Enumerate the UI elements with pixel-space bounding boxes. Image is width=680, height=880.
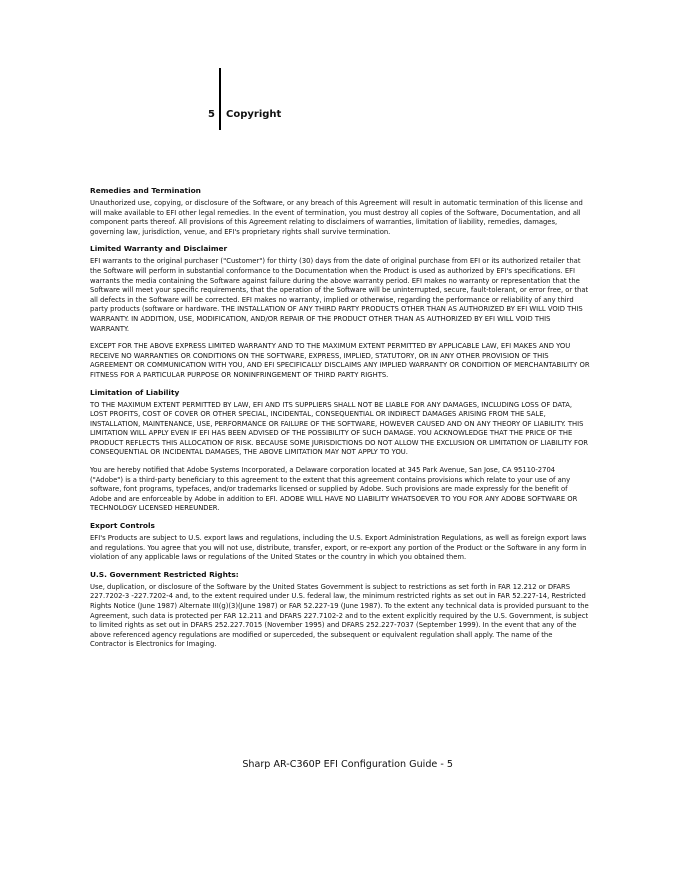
chapter-title: Copyright	[226, 109, 282, 120]
section-paragraph: Unauthorized use, copying, or disclosure of the Software, or any breach of this Agreement will result in automatic termination of this license and will make available to EFI other legal remedies. In the event of termination, you must destroy all copies of the Software, Documentation, and all component parts thereof. All provisions of this Agreement relating to disclaimers of warranties, limitation of liability, remedies, damages, governing law, jurisdiction, venue, and EFI's proprietary rights shall survive termination.	[90, 199, 583, 236]
section-export-controls	[90, 521, 590, 563]
section-paragraph: Use, duplication, or disclosure of the Software by the United States Government is subject to restrictions as set forth in FAR 12.212 or DFARS 227.7202-3 -227.7202-4 and, to the extent required under U.S. federal law, the minimum restricted rights as set out in FAR 52.227-14, Restricted Rights Notice (June 1987) Alternate III(g)(3)(June 1987) or FAR 52.227-19 (June 1987). To the extent any technical data is provided pursuant to the Agreement, such data is protected per FAR 12.211 and DFARS 227.7102-2 and to the extent explicitly required by the U.S. Government, is subject to limited rights as set out in DFARS 252.227.7015 (November 1995) and DFARS 252.227-7037 (September 1999). In the event that any of the above referenced agency regulations are modified or superceded, the subsequent or equivalent regulation shall apply. The name of the Contractor is Electronics for Imaging.	[90, 582, 589, 649]
section-heading: Limitation of Liability	[90, 387, 180, 397]
section-paragraph: EXCEPT FOR THE ABOVE EXPRESS LIMITED WARRANTY AND TO THE MAXIMUM EXTENT PERMITTED BY APPLICABLE LAW, EFI MAKES AND YOU RECEIVE NO WARRANTIES OR CONDITIONS ON THE SOFTWARE, EXPRESS, IMPLIED, STATUTORY, OR IN ANY OTHER PROVISION OF THIS AGREEMENT OR COMMUNICATION WITH YOU, AND EFI SPECIFICALLY DISCLAIMS ANY IMPLIED WARRANTY OR CONDITION OF MERCHANTABILITY OR FITNESS FOR A PARTICULAR PURPOSE OR NONINFRINGEMENT OF THIRD PARTY RIGHTS.	[90, 342, 590, 379]
chapter-number: 5	[208, 109, 215, 120]
section-heading: Limited Warranty and Disclaimer	[90, 244, 228, 254]
header-divider	[219, 68, 221, 130]
section-limitation-liability	[90, 388, 590, 515]
section-us-government-rights	[90, 570, 590, 650]
page-footer: Sharp AR-C360P EFI Configuration Guide - 5	[242, 759, 453, 770]
section-remedies-termination	[90, 186, 590, 237]
section-heading: Export Controls	[90, 521, 155, 531]
document-body	[90, 186, 590, 657]
section-heading: U.S. Government Restricted Rights:	[90, 569, 239, 579]
section-paragraph: You are hereby notified that Adobe Systems Incorporated, a Delaware corporation located at 345 Park Avenue, San Jose, CA 95110-2704 ("Adobe") is a third-party beneficiary to this agreement to the extent that this agreement contains provisions which relate to your use of any software, font programs, typefaces, and/or trademarks licensed or supplied by Adobe. Such provisions are made expressly for the benefit of Adobe and are enforceable by Adobe in addition to EFI. ADOBE WILL HAVE NO LIABILITY WHATSOEVER TO YOU FOR ANY ADOBE SOFTWARE OR TECHNOLOGY LICENSED HEREUNDER.	[90, 466, 578, 513]
section-paragraph: TO THE MAXIMUM EXTENT PERMITTED BY LAW, EFI AND ITS SUPPLIERS SHALL NOT BE LIABLE FOR ANY DAMAGES, INCLUDING LOSS OF DATA, LOST PROFITS, COST OF COVER OR OTHER SPECIAL, INCIDENTAL, CONSEQUENTIAL OR INDIRECT DAMAGES ARISING FROM THE SALE, INSTALLATION, MAINTENANCE, USE, PERFORMANCE OR FAILURE OF THE SOFTWARE, HOWEVER CAUSED AND ON ANY THEORY OF LIABILITY. THIS LIMITATION WILL APPLY EVEN IF EFI HAS BEEN ADVISED OF THE POSSIBILITY OF SUCH DAMAGE. YOU ACKNOWLEDGE THAT THE PRICE OF THE PRODUCT REFLECTS THIS ALLOCATION OF RISK. BECAUSE SOME JURISDICTIONS DO NOT ALLOW THE EXCLUSION OR LIMITATION OF LIABILITY FOR CONSEQUENTIAL OR INCIDENTAL DAMAGES, THE ABOVE LIMITATION MAY NOT APPLY TO YOU.	[90, 400, 589, 457]
section-paragraph: EFI warrants to the original purchaser ("Customer") for thirty (30) days from the date of original purchase from EFI or its authorized retailer that the Software will perform in substantial conformance to the Documentation when the Product is used as authorized by EFI's specifications. EFI warrants the media containing the Software against failure during the above warranty period. EFI makes no warranty or representation that the Software will meet your specific requirements, that the operation of the Software will be uninterrupted, secure, fault-tolerant, or error free, or that all defects in the Software will be corrected. EFI makes no warranty, implied or otherwise, regarding the performance or reliability of any third party products (software or hardware. THE INSTALLATION OF ANY THIRD PARTY PRODUCTS OTHER THAN AS AUTHORIZED BY EFI WILL VOID THIS WARRANTY. IN ADDITION, USE, MODIFICATION, AND/OR REPAIR OF THE PRODUCT OTHER THAN AS AUTHORIZED BY EFI WILL VOID THIS WARRANTY.	[90, 257, 589, 333]
section-heading: Remedies and Termination	[90, 186, 201, 195]
chapter-header	[0, 68, 680, 130]
section-paragraph: EFI's Products are subject to U.S. export laws and regulations, including the U.S. Export Administration Regulations, as well as foreign export laws and regulations. You agree that you will not use, distribute, transfer, export, or re-export any portion of the Product or the Software in any form in violation of any applicable laws or regulations of the United States or the country in which you obtained them.	[90, 534, 587, 562]
section-limited-warranty	[90, 244, 590, 380]
